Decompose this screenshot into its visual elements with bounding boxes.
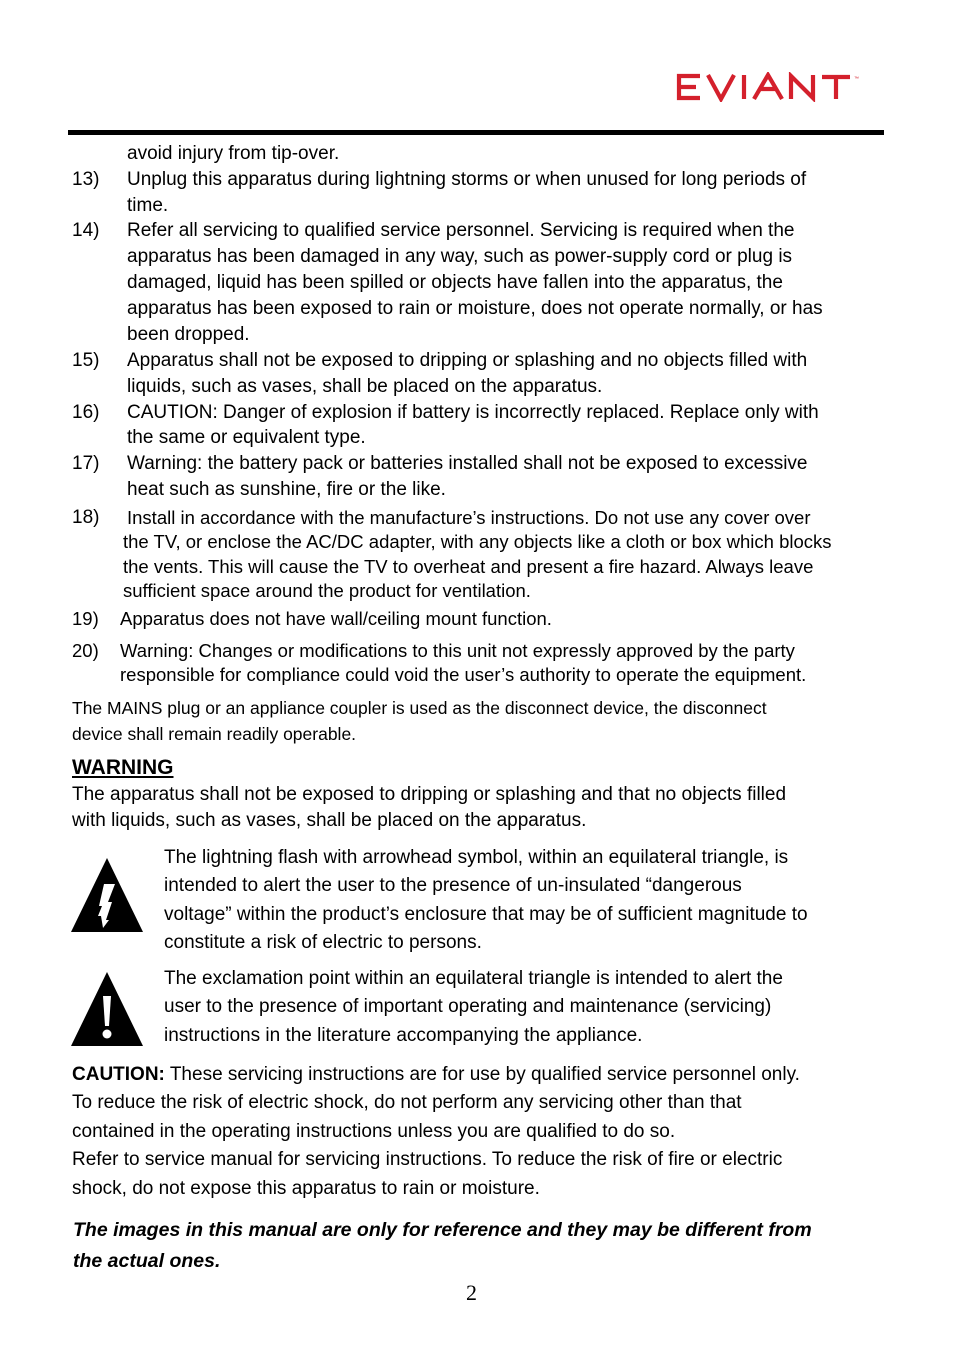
page-number: 2 bbox=[466, 1280, 477, 1305]
list-item-line: liquids, such as vases, shall be placed on the apparatus. bbox=[127, 376, 603, 397]
warning-text-line: with liquids, such as vases, shall be placed on the apparatus. bbox=[72, 810, 587, 831]
list-item-line: apparatus has been exposed to rain or moisture, does not operate normally, or has bbox=[127, 298, 823, 319]
caution-first-text: These servicing instructions are for use by qualified service personnel only. bbox=[164, 1064, 800, 1085]
list-item-number: 20) bbox=[72, 640, 99, 661]
list-item-line: avoid injury from tip-over. bbox=[127, 143, 340, 164]
list-item-line: responsible for compliance could void the user’s authority to operate the equipment. bbox=[120, 664, 807, 685]
list-item-number: 17) bbox=[72, 453, 100, 474]
mains-note-line: device shall remain readily operable. bbox=[72, 724, 357, 744]
symbol-text-line: The lightning flash with arrowhead symbol, within an equilateral triangle, is bbox=[164, 847, 789, 868]
list-item-line: Warning: the battery pack or batteries installed shall not be exposed to excessive bbox=[127, 453, 808, 474]
warning-heading: WARNING bbox=[72, 756, 174, 779]
header-rule bbox=[68, 130, 884, 135]
list-item-number: 14) bbox=[72, 220, 100, 241]
symbol-text-line: voltage” within the product’s enclosure that may be of sufficient magnitude to bbox=[164, 904, 808, 925]
symbol-text-line: user to the presence of important operating and maintenance (servicing) bbox=[164, 996, 772, 1017]
eviant-logo bbox=[674, 72, 884, 102]
list-item-line: time. bbox=[127, 195, 169, 216]
symbol-text-line: constitute a risk of electric to persons. bbox=[164, 932, 482, 953]
exclamation-triangle-icon bbox=[71, 972, 143, 1046]
list-item-line: Apparatus does not have wall/ceiling mount function. bbox=[120, 608, 552, 629]
list-item-line: apparatus has been damaged in any way, such as power-supply cord or plug is bbox=[127, 246, 793, 267]
list-item-line: Refer all servicing to qualified service personnel. Servicing is required when the bbox=[127, 220, 795, 241]
list-item-line: Apparatus shall not be exposed to dripping or splashing and no objects filled with bbox=[127, 350, 808, 371]
list-item-line: CAUTION: Danger of explosion if battery is incorrectly replaced. Replace only with bbox=[127, 402, 819, 423]
caution-text-line: shock, do not expose this apparatus to rain or moisture. bbox=[72, 1178, 540, 1199]
list-item-number: 15) bbox=[72, 350, 100, 371]
list-item-line: the same or equivalent type. bbox=[127, 427, 366, 448]
caution-text-line: contained in the operating instructions unless you are qualified to do so. bbox=[72, 1121, 676, 1142]
list-item-number: 18) bbox=[72, 507, 100, 528]
list-item-line: the vents. This will cause the TV to overheat and present a fire hazard. Always leave bbox=[123, 556, 814, 577]
warning-text-line: The apparatus shall not be exposed to dripping or splashing and that no objects filled bbox=[72, 784, 787, 805]
lightning-triangle-icon bbox=[71, 858, 143, 932]
list-item-number: 13) bbox=[72, 169, 100, 190]
list-item-line: been dropped. bbox=[127, 324, 250, 345]
list-item-line: Install in accordance with the manufacture’s instructions. Do not use any cover over bbox=[127, 507, 811, 528]
list-item-number: 16) bbox=[72, 402, 100, 423]
reference-note-line: The images in this manual are only for reference and they may be different from bbox=[73, 1219, 812, 1241]
list-item-line: damaged, liquid has been spilled or objects have fallen into the apparatus, the bbox=[127, 272, 783, 293]
list-item-line: sufficient space around the product for ventilation. bbox=[123, 580, 531, 601]
symbol-text-line: intended to alert the user to the presence of un-insulated “dangerous bbox=[164, 875, 742, 896]
list-item-line: Unplug this apparatus during lightning storms or when unused for long periods of bbox=[127, 169, 807, 190]
symbol-text-line: instructions in the literature accompanying the appliance. bbox=[164, 1025, 643, 1046]
caution-text-line: Refer to service manual for servicing instructions. To reduce the risk of fire or electric bbox=[72, 1149, 783, 1170]
symbol-text-line: The exclamation point within an equilateral triangle is intended to alert the bbox=[164, 968, 783, 989]
list-item-line: the TV, or enclose the AC/DC adapter, with any objects like a cloth or box which blocks bbox=[123, 531, 832, 552]
caution-label: CAUTION: bbox=[72, 1064, 165, 1085]
caution-first-line bbox=[72, 1064, 800, 1086]
mains-note-line: The MAINS plug or an appliance coupler is used as the disconnect device, the disconnect bbox=[72, 698, 767, 718]
reference-note-line: the actual ones. bbox=[73, 1250, 221, 1272]
list-item-number: 19) bbox=[72, 608, 99, 629]
list-item-line: heat such as sunshine, fire or the like. bbox=[127, 479, 446, 500]
svg-text:™: ™ bbox=[854, 76, 859, 82]
list-item-line: Warning: Changes or modifications to this unit not expressly approved by the party bbox=[120, 640, 795, 661]
caution-text-line: To reduce the risk of electric shock, do not perform any servicing other than that bbox=[72, 1092, 742, 1113]
